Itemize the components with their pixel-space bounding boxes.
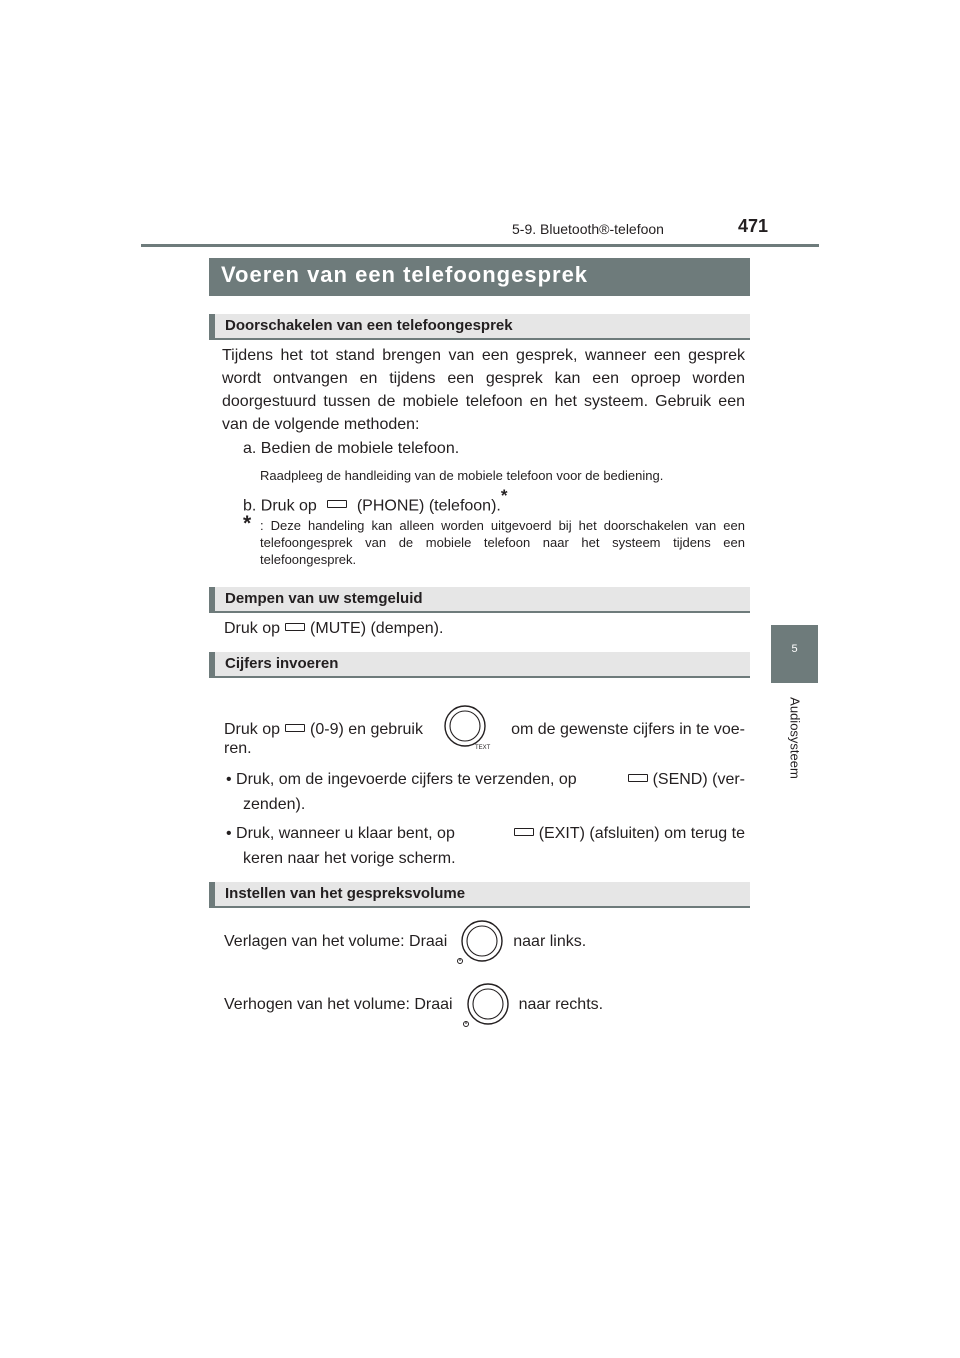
digits-instruction [224, 706, 745, 754]
heading-digits: Cijfers invoeren [209, 652, 750, 678]
mute-prefix: Druk op [224, 620, 281, 637]
chapter-tab [771, 625, 818, 683]
transfer-footnote-ref: * [500, 486, 508, 505]
bullet2-prefix: • Druk, wanneer u klaar bent, op [226, 825, 455, 842]
header-divider [141, 244, 819, 247]
digits-continuation: ren. [224, 740, 252, 757]
bullet2-continuation: keren naar het vorige scherm. [243, 850, 456, 867]
transfer-item-b-prefix: b. Druk op [243, 497, 317, 515]
digits-suffix: om de gewenste cijfers in te voe- [511, 721, 745, 738]
digits-bullet-2 [226, 825, 745, 843]
volume-knob-icon [453, 917, 507, 967]
transfer-item-b [243, 486, 508, 515]
page-title: Voeren van een telefoongesprek [209, 258, 750, 296]
bullet2-suffix: (EXIT) (afsluiten) om terug te [538, 825, 745, 842]
volume-knob-icon [459, 980, 513, 1030]
digits-bullet-1 [226, 771, 745, 789]
volume-lower-prefix: Verlagen van het volume: Draai [224, 933, 448, 950]
exit-button-icon [514, 828, 534, 836]
transfer-item-b-suffix: (PHONE) (telefoon). [356, 497, 501, 515]
tune-knob-icon [443, 704, 491, 752]
transfer-intro: Tijdens het tot stand brengen van een gesprek, wanneer een gesprek wordt ontvangen en tijdens een gesprek kan een oproep worden doorgestuurd tussen de mobiele telefoon en het systeem. Gebruik een van de volgende methoden: [222, 347, 745, 433]
digits-prefix: Druk op [224, 721, 281, 738]
send-button-icon [628, 774, 648, 782]
chapter-number: 5 [791, 643, 798, 655]
digit-buttons-icon [285, 724, 305, 732]
bullet1-continuation: zenden). [243, 796, 306, 813]
mute-suffix: (MUTE) (dempen). [310, 620, 444, 637]
transfer-item-a: a. Bedien de mobiele telefoon. [243, 440, 460, 457]
bullet1-prefix: • Druk, om de ingevoerde cijfers te verzenden, op [226, 771, 577, 788]
heading-mute: Dempen van uw stemgeluid [209, 587, 750, 613]
bullet2-right [514, 825, 745, 843]
transfer-footnote-text: : Deze handeling kan alleen worden uitgevoerd bij het doorschakelen van een telefoongesprek van de mobiele telefoon naar het systeem tijdens een telefoongesprek. [260, 518, 745, 567]
volume-raise-prefix: Verhogen van het volume: Draai [224, 996, 453, 1013]
chapter-label: Audiosysteem [787, 697, 803, 779]
bullet1-suffix: (SEND) (ver- [652, 771, 745, 788]
heading-volume: Instellen van het gespreksvolume [209, 882, 750, 908]
digits-left-group [224, 721, 423, 739]
heading-transfer: Doorschakelen van een telefoongesprek [209, 314, 750, 340]
bullet1-right [628, 771, 745, 789]
page-number: 471 [738, 216, 769, 236]
header-section-title: 5-9. Bluetooth®-telefoon [512, 221, 664, 237]
volume-lower-suffix: naar links. [513, 933, 587, 950]
volume-lower [224, 917, 586, 967]
mute-instruction [224, 620, 443, 638]
digits-middle: (0-9) en gebruik [310, 721, 423, 738]
volume-raise-suffix: naar rechts. [518, 996, 604, 1013]
transfer-item-a-note: Raadpleeg de handleiding van de mobiele telefoon voor de bediening. [260, 468, 664, 483]
phone-button-icon [327, 500, 347, 508]
volume-raise [224, 980, 603, 1030]
transfer-footnote [252, 517, 745, 568]
mute-button-icon [285, 623, 305, 631]
knob-text-label: TEXT [475, 745, 491, 751]
footnote-mark: * [243, 512, 252, 535]
